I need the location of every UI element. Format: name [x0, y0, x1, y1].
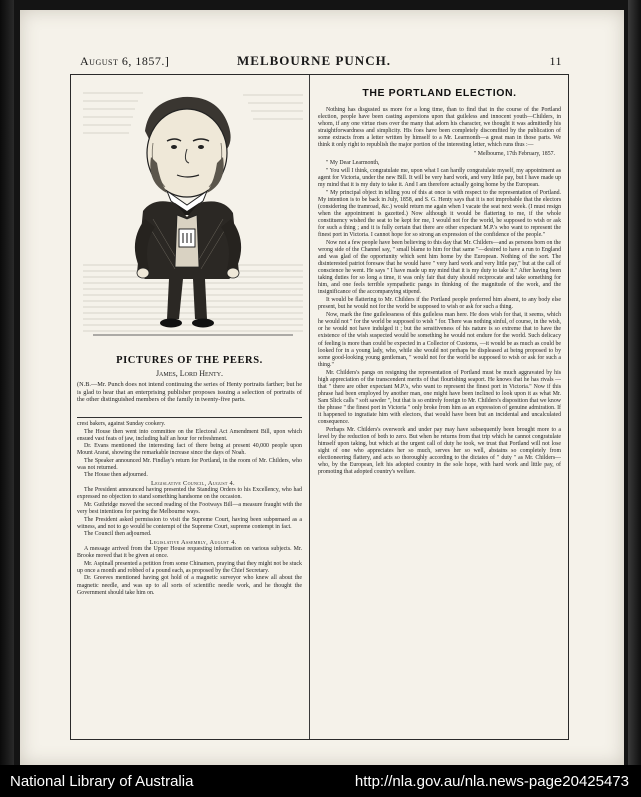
article-paragraph: Mr. Childers's pangs on resigning the representation of Portland must be much aggravated by his high appreciation of the transcendent merits of that flourishing seaport. He knows that he has rivals —that " there are other expectant M.P.'s, who want to represent the finest port in Victoria." Now if this phrase had been employed by another man, one might have been inclined to look upon it as what Mr. Sam Slick calls " soft sawder ", but that is so entirely foreign to Mr. Childers's disposition that we know the phrase " the finest port in Victoria " only broke from him as an expression of genuine admiration. If it happened to ingratiate him with electors, that would have been but an incidental and uncalculated consequence. — [318, 369, 561, 425]
newspaper-page — [20, 10, 624, 765]
attribution-bar — [0, 765, 641, 797]
parliament-report — [77, 421, 302, 597]
report-paragraph: The House then went into committee on the Electoral Act Amendment Bill, upon which ensued vast feats of jaw, including half an hour for refreshment. — [77, 428, 302, 442]
report-paragraph: The Speaker announced Mr. Findlay's return for Portland, in the room of Mr. Childers, who was not returned. — [77, 457, 302, 471]
assembly-heading: Legislative Assembly, August 4. — [149, 538, 237, 546]
scan-edge-left — [0, 0, 14, 765]
assembly-paragraph: Mr. Aspinall presented a petition from some Chinamen, praying that they might not be stuck up once a month and robbed of a pound each, as proposed by the Chief Secretary. — [77, 560, 302, 574]
assembly-paragraph: Dr. Greeves mentioned having got hold of a magnetic surveyor who knew all about the magnetic needle, and was up to all sorts of scientific needle work, and he thought the Government should take him on. — [77, 575, 302, 596]
running-head — [80, 54, 570, 76]
masthead-title: MELBOURNE PUNCH. — [237, 53, 391, 68]
content-frame — [70, 74, 569, 740]
letter-dateline: " Melbourne, 17th February, 1857. — [473, 151, 555, 158]
letter-salutation: " My Dear Learmonth, — [326, 160, 380, 167]
library-credit: National Library of Australia — [10, 773, 194, 790]
report-paragraph: crest bakers, against Sunday cookery. — [77, 421, 166, 427]
illustration-title: PICTURES OF THE PEERS. — [116, 355, 263, 366]
article-intro: Nothing has disgusted us more for a long time, than to find that in the course of the Portland election, people have been casting aspersions upon that guileless and innocent youth—Childers, in whom, if any one virtue rises over the many that adorn his character, we thought it was admittedly his straightforwardness and simplicity. His foes have been completely discomfited by the publication of some extracts from a letter written by himself to a Mr. Learmonth—a great man in those parts. We think it only right to republish the major portion of the interesting letter, which runs thus :— — [318, 107, 561, 149]
assembly-paragraph: A message arrived from the Upper House requesting information on various subjects. Mr. Brooke moved that it be given at once. — [77, 546, 302, 560]
council-paragraph: Mr. Guthridge moved the second reading of the Footways Bill—a measure fraught with the very best intentions for paving the Melbourne ways. — [77, 502, 302, 516]
letter-paragraph: " You will I think, congratulate me, upon what I can hardly congratulate myself, my appointment as agent for Victoria, under the new Bill. It will be very hard work, and very little pay, but I have made up my mind that it is my duty to take it. And I am therefore actually going home by the European. — [318, 168, 561, 189]
council-heading: Legislative Council, August 4. — [151, 479, 235, 487]
article-paragraph: Now, mark the fine guilelessness of this guileless man here. He does wish for that, it seems, which he would not " for the world be supposed to wish " for. There was nothing sinful, of course, in the wish, or he would not have indulged it ; but the sensitiveness of his nature is so extreme that to have the existence of the wish suspected would be something he would not endure for the world. Such delicacy of feeling is more than could be expected in a Collector of Customs, —it would be as much as could be looked for in a young lady, who, while she would not perhaps be displeased at being proposed to by some good-looking young gentleman, " would not for the world be supposed to wish or ask for such a thing." — [318, 312, 561, 368]
article-title: THE PORTLAND ELECTION. — [362, 87, 517, 99]
article-paragraph: It would be flattering to Mr. Childers if the Portland people preferred him absent, to any body else present, but he would not for the world be supposed to wish or ask for such a thing. — [318, 297, 561, 311]
page-number: 11 — [549, 54, 562, 68]
article-body — [318, 107, 561, 477]
letter-paragraph: " My principal object in telling you of this at once is with respect to the representation of Portland. My intention is to be back in July, 1858, and S. G. Henty says that it is not improbable that the electors (considering the tramroad, &c.) would return me again when I vacate the seat next week. (I must resign when the appointment is gazetted.) Now although it would be flattering to me, if the whole constituency wished the seat to be kept for me, I would not for the world, be supposed to wish or ask for such a thing ; and it is fully certain that there are other expectant M.P.'s who want to represent the finest port in Victoria. I cannot hope for so strong an expression of the confidence of the people." — [318, 190, 561, 239]
source-url-link[interactable]: http://nla.gov.au/nla.news-page20425473 — [354, 773, 629, 790]
council-paragraph: The President asked permission to visit the Supreme Court, having been subpœnaed as a witness, and not to go would be contempt of the Supreme Court, supreme contempt in fact. — [77, 516, 302, 530]
council-paragraph: The President announced having presented the Standing Orders to his Excellency, who had expressed no objection to stand something handsome on the occasion. — [77, 487, 302, 501]
peer-portrait-engraving — [83, 83, 303, 341]
article-paragraph: Now not a few people have been believing to this day that Mr. Childers—and as persons born on the wrong side of the Channel say, " small blame to him for that same "—desired to have a run to England and was glad of the opportunity which sent him home by the European. Nothing of the sort. The disinterested patriot foresaw that he would have " very hard work and very little pay," but at the call of conscience he went. He says " I have made up my mind that it is my duty to take it." After having been taking duties for so long a time, it was only fair that duty should reciprocate and take something for him, and one feels terrible sympathetic pangs in thinking of the magnitude of the work, and the insignificance of the accompanying stipend. — [318, 240, 561, 296]
caption-divider — [77, 417, 302, 418]
article-paragraph: Perhaps Mr. Childers's overwork and under pay may have subsequently been brought more to a level by the reduction of both to zero. But when he returns from that trip which he cannot congratulate himself upon taking, but which at the urgent call of duty he took, we trust that Portland will not lose sight of one who appreciates her so much, serves her so well, abstains so completely from electioneering flattery, and acts so thoroughly according to the dictates of " duty " as Mr. Childers—who, by the European, left his adopted country in the sole hope, with hard work and little pay, of promoting that adopted country's welfare. — [318, 426, 561, 475]
issue-date: August 6, 1857.] — [80, 54, 170, 68]
illustration-subtitle: James, Lord Henty. — [155, 369, 224, 378]
column-divider — [309, 75, 310, 739]
report-paragraph: The House then adjourned. — [84, 472, 148, 479]
scan-edge-right — [628, 0, 641, 765]
report-paragraph: Dr. Evans mentioned the interesting fact of there being at present 40,000 people upon Mount Ararat, showing the remarkable increase since the days of Noah. — [77, 443, 302, 457]
illustration-note: (N.B.—Mr. Punch does not intend continuing the series of Henty portraits farther; but he is glad to hear that an enterprising publisher proposes issuing a selection of portraits of the other distinguished members of the family in twenty-five parts. — [77, 381, 302, 404]
council-paragraph: The Council then adjourned. — [84, 531, 152, 538]
